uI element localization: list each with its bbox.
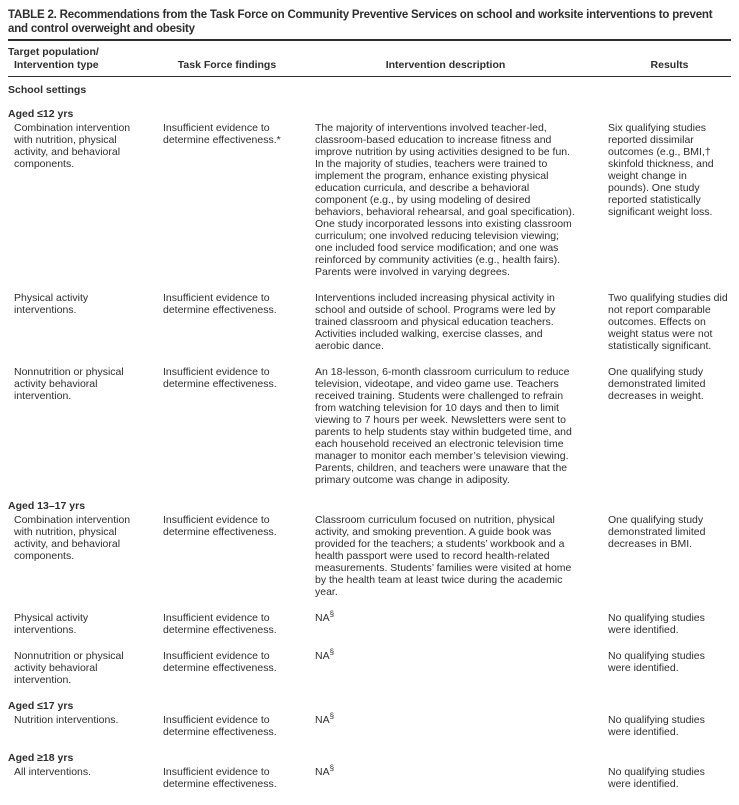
table-row — [8, 609, 731, 636]
task-force-findings-cell: Insufficient evidence to determine effectiveness.* — [163, 122, 281, 146]
results-cell: One qualifying study demonstrated limited decreases in weight. — [608, 366, 706, 402]
results-cell: No qualifying studies were identified. — [608, 766, 705, 790]
description-text: An 18-lesson, 6-month classroom curriculum to reduce television, videotape, and video game use. Teachers received training. Students were challenged to refrain from watching television for 10 days and then to limit viewing to 7 hours per week. Newsletters were sent to parents to help students stay within budgeted time, and each household received an electronic television time manager to monitor each member’s television viewing. Parents, children, and teachers were unaware that the primary outcome was change in adiposity. — [315, 366, 572, 486]
description-text: NA — [315, 612, 330, 624]
description-text: NA — [315, 766, 330, 778]
intervention-description-cell — [315, 647, 608, 686]
footnote-marker: § — [329, 609, 335, 619]
results-cell: No qualifying studies were identified. — [608, 650, 705, 674]
intervention-description-cell — [315, 763, 608, 790]
results-cell: Two qualifying studies did not report comparable outcomes. Effects on weight status were not statistically significant. — [608, 292, 728, 352]
group-header: Aged ≤17 yrs — [8, 700, 74, 712]
table-row — [8, 711, 731, 738]
column-header-results: Results — [650, 58, 689, 71]
results-cell: Six qualifying studies reported dissimilar outcomes (e.g., BMI,† skinfold thickness, and weight change in pounds). One study reported statistically significant weight loss. — [608, 122, 714, 218]
intervention-description-cell — [315, 122, 608, 278]
task-force-findings-cell: Insufficient evidence to determine effectiveness. — [163, 514, 277, 538]
section-header-school-settings: School settings — [8, 84, 87, 96]
intervention-description-cell — [315, 609, 608, 636]
task-force-findings-cell: Insufficient evidence to determine effectiveness. — [163, 292, 277, 316]
column-header-line1: Target population/ — [8, 46, 99, 58]
task-force-findings-cell: Insufficient evidence to determine effectiveness. — [163, 714, 277, 738]
task-force-findings-cell: Insufficient evidence to determine effectiveness. — [163, 650, 277, 674]
results-cell: No qualifying studies were identified. — [608, 612, 705, 636]
intervention-description-cell — [315, 292, 608, 352]
intervention-description-cell — [315, 514, 608, 598]
group-header: Aged ≤12 yrs — [8, 108, 74, 120]
table-row — [8, 514, 731, 598]
table-row — [8, 366, 731, 486]
description-text: Interventions included increasing physical activity in school and outside of school. Programs were led by trained classroom and physical education teachers. Activities included walking, exercise classes, and aerobic dance. — [315, 292, 556, 352]
table-header-row — [8, 41, 731, 77]
intervention-type-cell: Nutrition interventions. — [14, 714, 119, 726]
intervention-type-cell: All interventions. — [14, 766, 92, 778]
task-force-findings-cell: Insufficient evidence to determine effectiveness. — [163, 766, 277, 790]
age-group-under-17 — [8, 700, 731, 738]
task-force-findings-cell: Insufficient evidence to determine effectiveness. — [163, 612, 277, 636]
description-text: NA — [315, 714, 330, 726]
description-text: The majority of interventions involved teacher-led, classroom-based education to increase fitness and improve nutrition by using activities designed to be fun. In the majority of studies, teachers were trained to implement the program, enhance existing physical education curricula, and describe a behavioral component (e.g., by using modeling of desired behaviors, behavioral rehearsal, and goal specification). One study incorporated lessons into existing classroom curriculum; one involved reducing television viewing; one included food service modification; and one was reinforced by community activities (e.g., health fairs). Parents were involved in varying degrees. — [315, 122, 575, 278]
column-header-line2: Intervention type — [14, 58, 99, 71]
table-row — [8, 763, 731, 790]
table-row — [8, 122, 731, 278]
footnote-marker: § — [329, 647, 335, 657]
column-header-target-population — [8, 46, 163, 71]
results-cell: One qualifying study demonstrated limited decreases in BMI. — [608, 514, 706, 550]
results-cell: No qualifying studies were identified. — [608, 714, 705, 738]
table-row — [8, 647, 731, 686]
table-row — [8, 292, 731, 352]
intervention-description-cell — [315, 366, 608, 486]
intervention-type-cell: Physical activity interventions. — [14, 292, 89, 316]
intervention-type-cell: Combination intervention with nutrition, physical activity, and behavioral components. — [14, 514, 131, 562]
footnote-marker: § — [329, 711, 335, 721]
intervention-type-cell: Nonnutrition or physical activity behavioral intervention. — [14, 366, 124, 402]
footnote-marker: § — [329, 763, 335, 773]
table-title: TABLE 2. Recommendations from the Task Force on Community Preventive Services on school and worksite interventions to prevent and control overweight and obesity — [8, 9, 731, 41]
intervention-type-cell: Combination intervention with nutrition, physical activity, and behavioral components. — [14, 122, 131, 170]
group-header: Aged ≥18 yrs — [8, 752, 74, 764]
intervention-type-cell: Nonnutrition or physical activity behavioral intervention. — [14, 650, 124, 686]
age-group-18-plus — [8, 752, 731, 790]
age-group-under-12 — [8, 108, 731, 486]
column-header-intervention-description: Intervention description — [385, 58, 506, 71]
description-text: NA — [315, 650, 330, 662]
description-text: Classroom curriculum focused on nutrition, physical activity, and smoking prevention. A guide book was provided for the teachers; a students’ workbook and a health passport were used to record health-related measurements. Students’ families were visited at home by the health team at least twice during the academic year. — [315, 514, 572, 598]
column-header-task-force-findings: Task Force findings — [177, 58, 277, 71]
age-group-13-17 — [8, 500, 731, 686]
task-force-findings-cell: Insufficient evidence to determine effectiveness. — [163, 366, 277, 390]
group-header: Aged 13–17 yrs — [8, 500, 86, 512]
intervention-type-cell: Physical activity interventions. — [14, 612, 89, 636]
intervention-description-cell — [315, 711, 608, 738]
